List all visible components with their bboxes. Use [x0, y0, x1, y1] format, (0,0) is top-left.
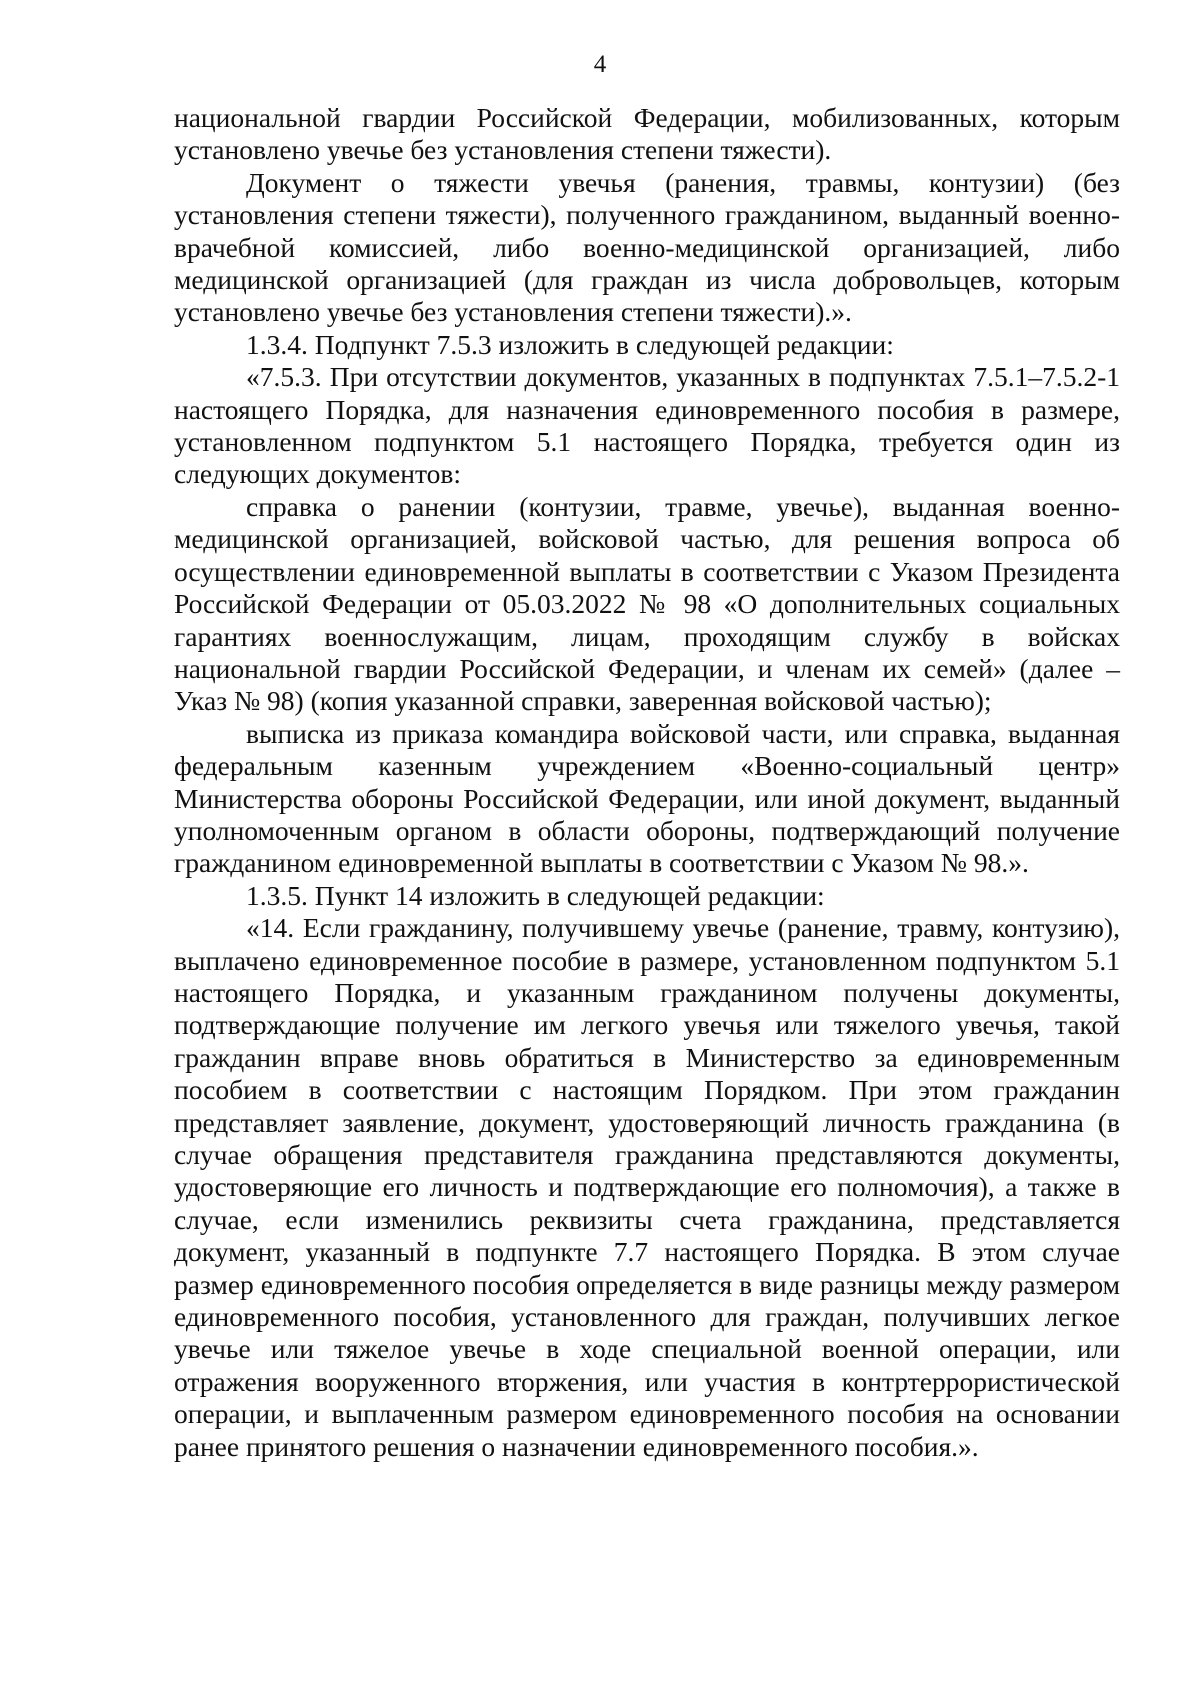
- paragraph-point-14: «14. Если гражданину, получившему увечье (ранение, травму, контузию), выплачено единовременное пособие в размере, установленном подпунктом 5.1 настоящего Порядка, и указанным гражданином получены документы, подтверждающие получение им легкого увечья или тяжелого увечья, такой гражданин вправе вновь обратиться в Министерство за единовременным пособием в соответствии с настоящим Порядком. При этом гражданин представляет заявление, документ, удостоверяющий личность гражданина (в случае обращения представителя гражданина представляются документы, удостоверяющие его личность и подтверждающие его полномочия), а также в случае, если изменились реквизиты счета гражданина, представляется документ, указанный в подпункте 7.7 настоящего Порядка. В этом случае размер единовременного пособия определяется в виде разницы между размером единовременного пособия, установленного для граждан, получивших легкое увечье или тяжелое увечье в ходе специальной военной операции, или отражения вооруженного вторжения, или участия в контртеррористической операции, и выплаченным размером единовременного пособия на основании ранее принятого решения о назначении единовременного пособия.».: [174, 912, 1120, 1462]
- page-number: 4: [593, 51, 607, 78]
- paragraph-injury-document: Документ о тяжести увечья (ранения, травмы, контузии) (без установления степени тяжести), полученного гражданином, выданный военно-врачебной комиссией, либо военно-медицинской организацией, либо медицинской организацией (для граждан из числа добровольцев, которым установлено увечье без установления степени тяжести).».: [174, 166, 1120, 328]
- paragraph-order-extract: выписка из приказа командира войсковой части, или справка, выданная федеральным казенным учреждением «Военно-социальный центр» Министерства обороны Российской Федерации, или иной документ, выданный уполномоченным органом в области обороны, подтверждающий получение гражданином единовременной выплаты в соответствии с Указом № 98.».: [174, 717, 1120, 879]
- paragraph-item-1-3-5: 1.3.5. Пункт 14 изложить в следующей редакции:: [246, 879, 825, 911]
- paragraph-item-1-3-4: 1.3.4. Подпункт 7.5.3 изложить в следующей редакции:: [246, 328, 894, 360]
- document-body: [174, 102, 1120, 1463]
- paragraph-subitem-7-5-3: «7.5.3. При отсутствии документов, указанных в подпунктах 7.5.1–7.5.2-1 настоящего Порядка, для назначения единовременного пособия в размере, установленном подпунктом 5.1 настоящего Порядка, требуется один из следующих документов:: [174, 361, 1120, 490]
- paragraph-continuation: национальной гвардии Российской Федерации, мобилизованных, которым установлено увечье без установления степени тяжести).: [174, 102, 1120, 166]
- paragraph-wound-certificate: справка о ранении (контузии, травме, увечье), выданная военно-медицинской организацией, войсковой частью, для решения вопроса об осуществлении единовременной выплаты в соответствии с Указом Президента Российской Федерации от 05.03.2022 № 98 «О дополнительных социальных гарантиях военнослужащим, лицам, проходящим службу в войсках национальной гвардии Российской Федерации, и членам их семей» (далее – Указ № 98) (копия указанной справки, заверенная войсковой частью);: [174, 490, 1120, 717]
